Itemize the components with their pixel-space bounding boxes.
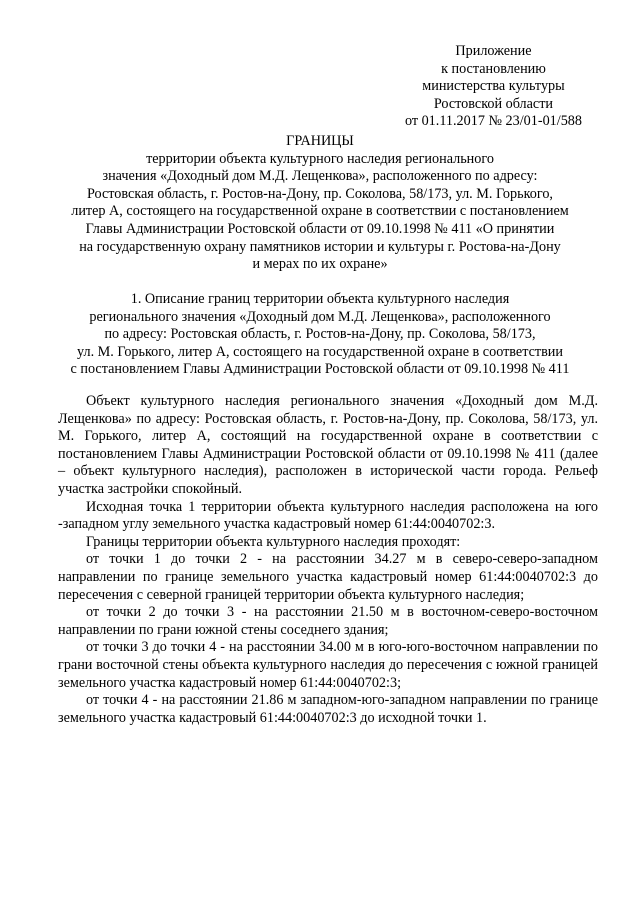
appendix-note — [405, 43, 582, 131]
title-line: территории объекта культурного наследия регионального — [146, 150, 494, 167]
appendix-line: Ростовской области — [433, 95, 554, 112]
paragraph: от точки 4 - на расстоянии 21.86 м западном-юго-западном направлении по границе земельного участка кадастровый 61:44:0040702:3 до исходной точки 1. — [58, 692, 598, 726]
section-line: с постановлением Главы Администрации Ростовской области от 09.10.1998 № 411 — [70, 361, 570, 378]
title-line: Ростовская область, г. Ростов-на-Дону, пр. Соколова, 58/173, ул. М. Горького, — [87, 185, 553, 202]
appendix-line: министерства культуры — [422, 78, 565, 95]
section-heading — [40, 291, 600, 379]
title-heading: ГРАНИЦЫ — [286, 133, 354, 149]
section-line: регионального значения «Доходный дом М.Д. Лещенкова», расположенного — [89, 308, 551, 325]
appendix-line: Приложение — [455, 43, 532, 59]
body-text — [58, 393, 598, 727]
title-line: литер А, состоящего на государственной охране в соответствии с постановлением — [71, 203, 569, 220]
section-line: по адресу: Ростовская область, г. Ростов-на-Дону, пр. Соколова, 58/173, — [104, 326, 536, 343]
paragraph: от точки 1 до точки 2 - на расстоянии 34.27 м в северо-северо-западном направлении по границе земельного участка кадастровый номер 61:44:0040702:3 до пересечения с северной границей территории объекта культурного наследия; — [58, 551, 598, 603]
paragraph: Границы территории объекта культурного наследия проходят: — [86, 533, 461, 550]
title-line: значения «Доходный дом М.Д. Лещенкова», расположенного по адресу: — [102, 168, 538, 185]
paragraph: от точки 2 до точки 3 - на расстоянии 21.50 м в восточном-северо-восточном направлении по грани южной стены соседнего здания; — [58, 604, 598, 638]
appendix-date-number: от 01.11.2017 № 23/01-01/588 — [404, 113, 582, 130]
section-line: ул. М. Горького, литер А, состоящего на государственной охране в соответствии — [77, 343, 563, 360]
appendix-line: к постановлению — [441, 60, 546, 77]
document-title — [40, 133, 600, 274]
title-line: Главы Администрации Ростовской области от 09.10.1998 № 411 «О принятии — [85, 220, 555, 237]
paragraph: от точки 3 до точки 4 - на расстоянии 34.00 м в юго-юго-восточном направлении по грани восточной стены объекта культурного наследия до пересечения с южной границей земельного участка кадастровый номер 61:44:0040702:3; — [58, 639, 598, 691]
paragraph: Исходная точка 1 территории объекта культурного наследия расположена на юго -западном углу земельного участка кадастровый номер 61:44:0040702:3. — [58, 498, 598, 533]
section-line: 1. Описание границ территории объекта культурного наследия — [130, 291, 510, 307]
paragraph: Объект культурного наследия регионального значения «Доходный дом М.Д. Лещенкова» по адресу: Ростовская область, г. Ростов-на-Дону, пр. Соколова, 58/173, ул. М. Горького, литер А, состоящий на государственной охране в соответствии с постановлением Главы Администрации Ростовской области от 09.10.1998 № 411 (далее – объект культурного наследия), расположен в исторической части города. Рельеф участка застройки спокойный. — [58, 393, 598, 497]
title-line: на государственную охрану памятников истории и культуры г. Ростова-на-Дону — [79, 238, 561, 255]
title-line: и мерах по их охране» — [252, 256, 388, 273]
